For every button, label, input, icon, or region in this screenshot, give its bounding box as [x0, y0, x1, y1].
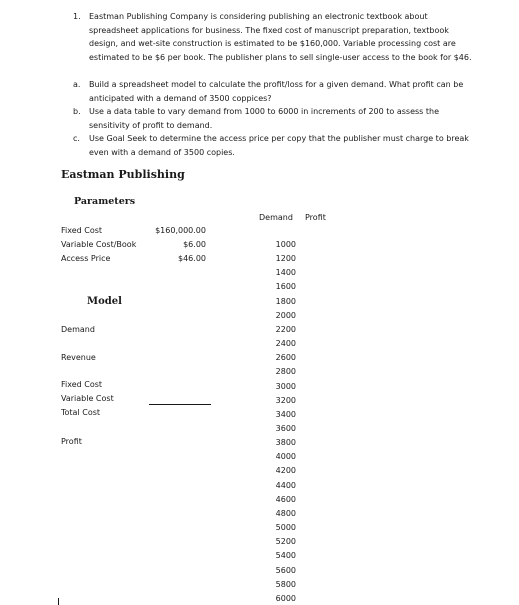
table-row-demand: 3200 [275, 395, 296, 405]
param-fixed-cost-label: Fixed Cost [61, 226, 103, 235]
table-row-demand: 4200 [275, 466, 296, 476]
part-a-letter: a. [73, 80, 81, 89]
model-heading: Model [87, 296, 122, 307]
table-row-demand: 5600 [275, 565, 296, 575]
table-row-demand: 2000 [275, 310, 296, 320]
part-a-line-2: anticipated with a demand of 3500 coppices? [89, 93, 272, 103]
param-access-price-label: Access Price [61, 254, 111, 263]
table-row-demand: 2600 [275, 353, 296, 363]
model-total-cost-label: Total Cost [61, 408, 101, 417]
table-row-demand: 3400 [275, 409, 296, 419]
param-variable-cost-label: Variable Cost/Book [61, 240, 137, 249]
table-row-demand: 3800 [275, 438, 296, 448]
part-c-line-2: even with a demand of 3500 copies. [89, 147, 235, 157]
model-revenue-label: Revenue [61, 353, 96, 362]
question-line-2: spreadsheet applications for business. The fixed cost of manuscript preparation, textbook [89, 25, 449, 35]
part-a-line-1: Build a spreadsheet model to calculate the profit/loss for a given demand. What profit can be [89, 80, 464, 89]
param-variable-cost-value: $6.00 [183, 240, 206, 249]
table-row-demand: 1200 [275, 254, 296, 264]
part-b-line-2: sensitivity of profit to demand. [89, 120, 213, 130]
part-c-line-1: Use Goal Seek to determine the access price per copy that the publisher must charge to break [89, 134, 469, 143]
question-line-4: estimated to be $6 per book. The publisher plans to sell single-user access to the book for $46. [89, 52, 472, 62]
table-row-demand: 4600 [275, 494, 296, 504]
table-row-demand: 4000 [275, 452, 296, 462]
table-row-demand: 2200 [275, 324, 296, 334]
table-row-demand: 6000 [275, 593, 296, 603]
sum-underline [149, 404, 211, 405]
sheet-title: Eastman Publishing [61, 168, 185, 181]
param-access-price-value: $46.00 [178, 254, 206, 263]
table-row-demand: 4400 [275, 480, 296, 490]
table-row-demand: 3000 [275, 381, 296, 391]
table-header-profit: Profit [305, 213, 326, 222]
table-row-demand: 5000 [275, 523, 296, 532]
question-number: 1. [73, 12, 81, 21]
table-row-demand: 3600 [275, 424, 296, 433]
model-demand-label: Demand [61, 325, 95, 334]
table-row-demand: 5800 [275, 579, 296, 589]
model-profit-label: Profit [61, 437, 82, 446]
table-row-demand: 1600 [275, 282, 296, 292]
part-b-letter: b. [73, 107, 81, 116]
model-fixed-cost-label: Fixed Cost [61, 380, 103, 389]
param-fixed-cost-value: $160,000.00 [155, 226, 206, 235]
model-variable-cost-label: Variable Cost [61, 394, 114, 403]
table-row-demand: 4800 [275, 508, 296, 518]
part-c-letter: c. [73, 134, 80, 143]
table-row-demand: 2800 [275, 367, 296, 377]
table-row-demand: 1400 [275, 268, 296, 278]
table-header-demand: Demand [259, 213, 293, 222]
question-line-1: Eastman Publishing Company is considering publishing an electronic textbook about [89, 12, 428, 21]
table-row-demand: 5200 [275, 537, 296, 547]
parameters-heading: Parameters [74, 196, 136, 207]
text-cursor [58, 598, 59, 605]
part-b-line-1: Use a data table to vary demand from 1000 to 6000 in increments of 200 to assess the [89, 107, 440, 116]
table-row-demand: 1000 [275, 240, 296, 249]
table-row-demand: 1800 [275, 296, 296, 306]
question-line-3: design, and wet-site construction is estimated to be $160,000. Variable processing cost are [89, 39, 456, 48]
table-row-demand: 2400 [275, 339, 296, 349]
table-row-demand: 5400 [275, 551, 296, 561]
